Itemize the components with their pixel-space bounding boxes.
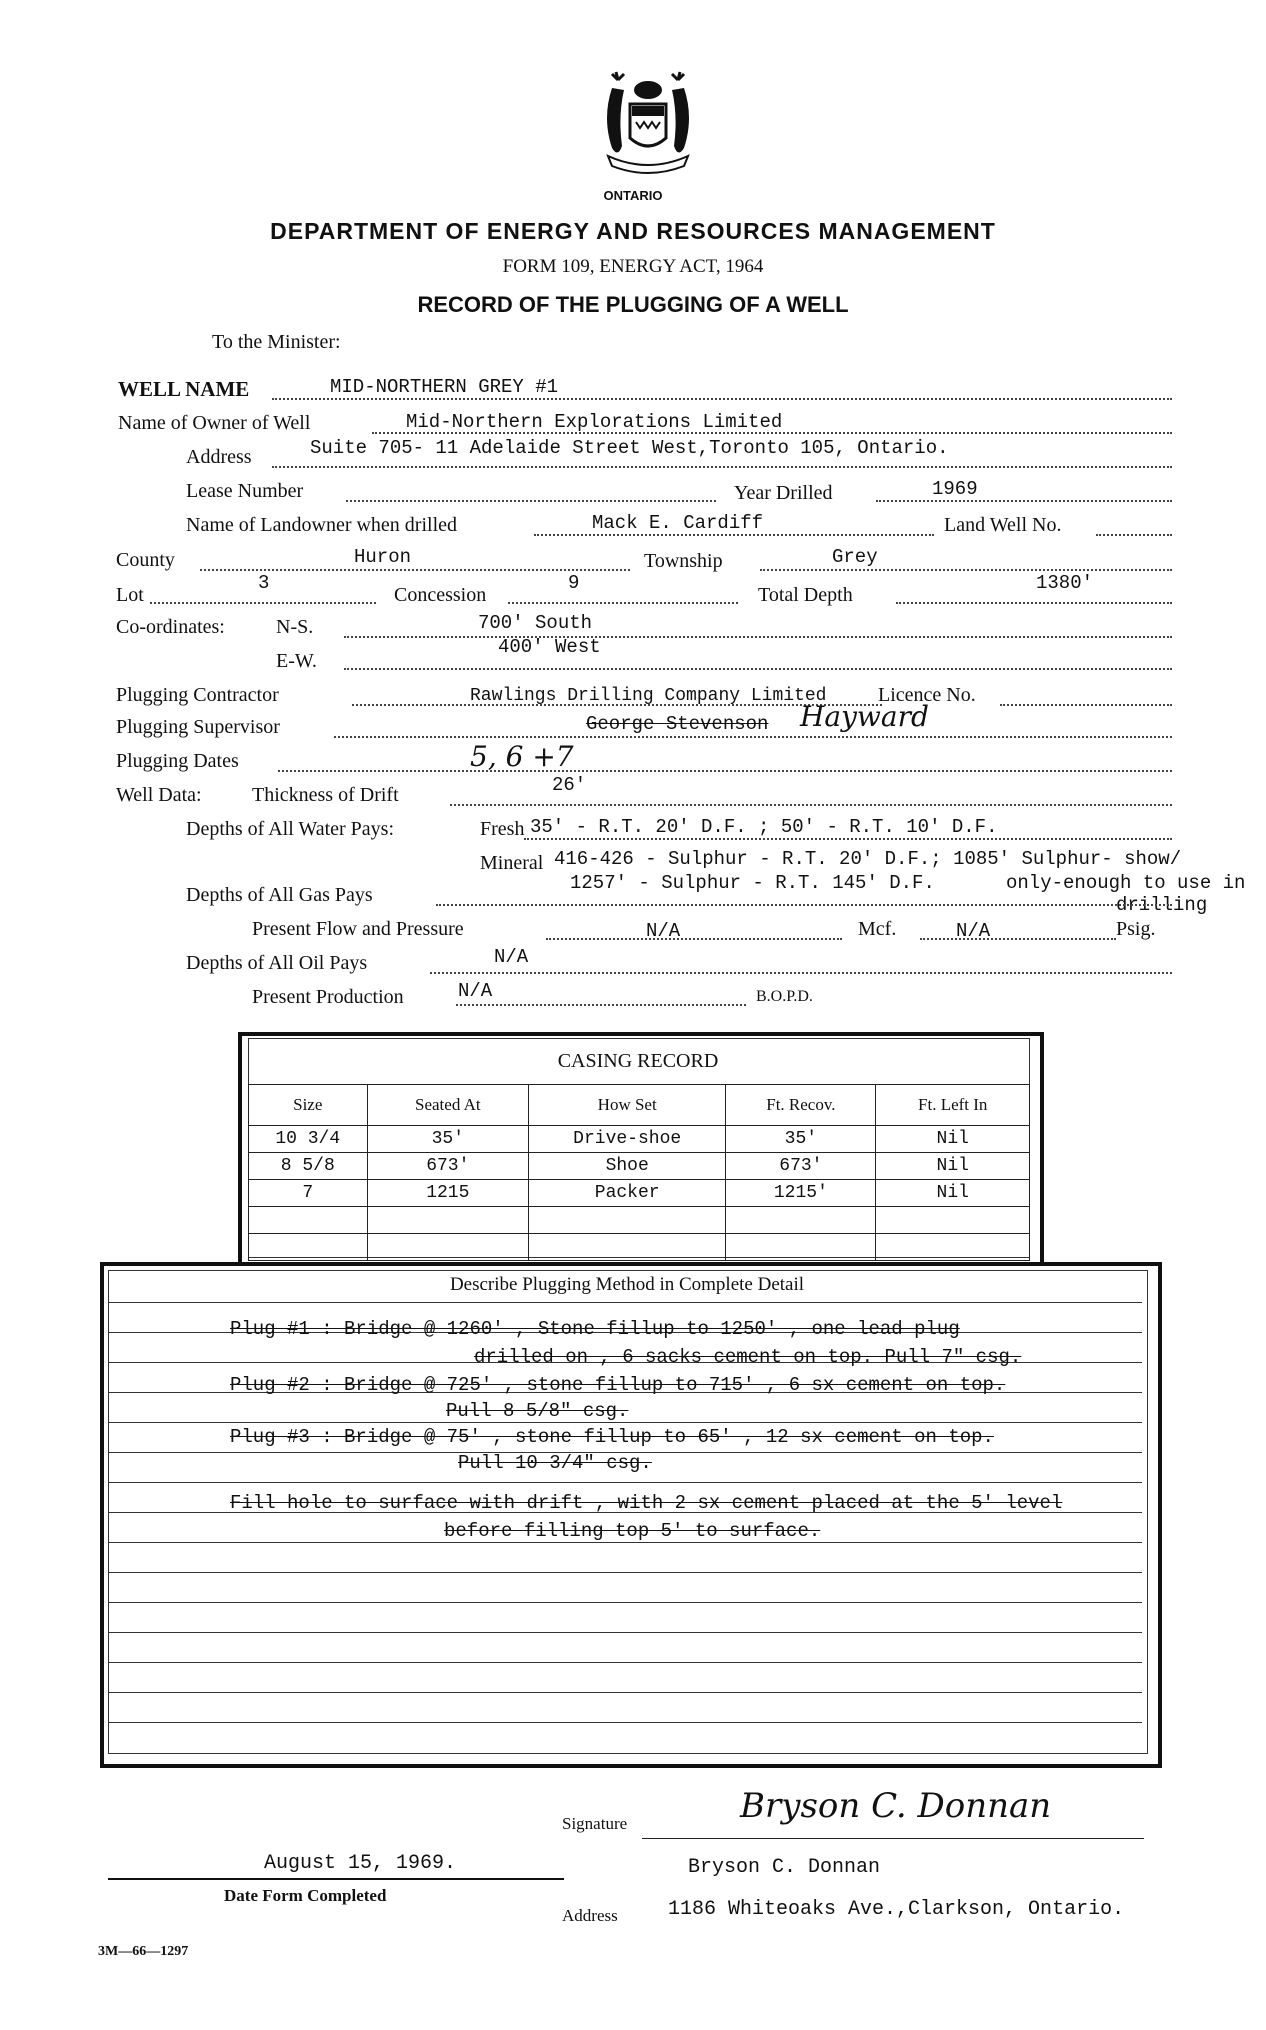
address-value: Suite 705- 11 Adelaide Street West,Toronto 105, Ontario. bbox=[310, 437, 949, 459]
landowner-label: Name of Landowner when drilled bbox=[186, 514, 458, 536]
fresh-label: Fresh bbox=[480, 818, 525, 840]
well-name-dots bbox=[272, 398, 1172, 400]
total-depth-dots bbox=[896, 602, 1172, 604]
gas-pays-dots bbox=[436, 904, 1172, 906]
well-data-label: Well Data: bbox=[116, 784, 202, 806]
table-row bbox=[249, 1207, 1030, 1234]
well-name-value: MID-NORTHERN GREY #1 bbox=[330, 376, 559, 398]
rule bbox=[108, 1302, 1142, 1303]
owner-value: Mid-Northern Explorations Limited bbox=[406, 411, 783, 433]
date-line bbox=[108, 1878, 564, 1880]
department-title: DEPARTMENT OF ENERGY AND RESOURCES MANAGEMENT bbox=[270, 218, 996, 244]
concession-value: 9 bbox=[568, 572, 580, 594]
total-depth-value: 1380' bbox=[1036, 572, 1094, 594]
casing-cell: 673' bbox=[726, 1153, 876, 1180]
owner-label: Name of Owner of Well bbox=[118, 412, 311, 434]
plug-line: Plug #1 : Bridge @ 1260' , Stone fillup to 1250' , one lead plug bbox=[230, 1318, 960, 1340]
licence-dots bbox=[1000, 704, 1172, 706]
supervisor-label: Plugging Supervisor bbox=[116, 716, 280, 738]
plug-line: Pull 8 5/8" csg. bbox=[446, 1400, 629, 1422]
date-completed-value: August 15, 1969. bbox=[264, 1852, 457, 1875]
lease-dots bbox=[346, 500, 716, 502]
ew-dots bbox=[344, 668, 1172, 670]
lot-dots bbox=[150, 602, 376, 604]
rule bbox=[108, 1602, 1142, 1603]
date-completed-label: Date Form Completed bbox=[224, 1886, 387, 1905]
record-title: RECORD OF THE PLUGGING OF A WELL bbox=[417, 292, 849, 317]
fresh-dots bbox=[524, 838, 1172, 840]
mcf-label: Mcf. bbox=[858, 918, 897, 940]
drift-label: Thickness of Drift bbox=[252, 784, 399, 806]
flow-label: Present Flow and Pressure bbox=[252, 918, 464, 940]
landowner-dots bbox=[534, 534, 934, 536]
year-dots bbox=[876, 500, 1172, 502]
flow-dots bbox=[546, 938, 842, 940]
signature-label: Signature bbox=[562, 1814, 628, 1833]
year-label: Year Drilled bbox=[734, 482, 833, 504]
ns-label: N-S. bbox=[276, 616, 314, 638]
plugging-dates-label: Plugging Dates bbox=[116, 750, 239, 772]
casing-cell: 1215' bbox=[726, 1180, 876, 1207]
footer-address-value: 1186 Whiteoaks Ave.,Clarkson, Ontario. bbox=[668, 1898, 1125, 1921]
lease-label: Lease Number bbox=[186, 480, 304, 502]
casing-cell: Drive-shoe bbox=[529, 1126, 726, 1153]
province-label: ONTARIO bbox=[603, 188, 663, 203]
pressure-dots bbox=[920, 938, 1116, 940]
ontario-coat-of-arms bbox=[588, 70, 708, 182]
table-row bbox=[249, 1126, 1030, 1153]
casing-header-how-set: How Set bbox=[529, 1085, 726, 1126]
supervisor-handwritten: Hayward bbox=[800, 700, 929, 733]
total-depth-label: Total Depth bbox=[758, 584, 853, 606]
casing-cell: Shoe bbox=[529, 1153, 726, 1180]
casing-cell: 35' bbox=[367, 1126, 529, 1153]
address-label: Address bbox=[186, 446, 252, 468]
casing-cell: 7 bbox=[249, 1180, 368, 1207]
county-label: County bbox=[116, 549, 175, 571]
township-value: Grey bbox=[832, 546, 878, 568]
footer-address-label: Address bbox=[562, 1906, 618, 1925]
mineral-note-2: drilling bbox=[1116, 894, 1208, 916]
rule bbox=[108, 1542, 1142, 1543]
oil-pays-label: Depths of All Oil Pays bbox=[186, 952, 368, 974]
supervisor-value: George Stevenson bbox=[586, 713, 769, 735]
ew-label: E-W. bbox=[276, 650, 317, 672]
concession-dots bbox=[508, 602, 738, 604]
form-code: 3M—66—1297 bbox=[98, 1944, 189, 1959]
plug-line: Plug #3 : Bridge @ 75' , stone fillup to 65' , 12 sx cement on top. bbox=[230, 1426, 994, 1448]
rule bbox=[108, 1662, 1142, 1663]
signer-name: Bryson C. Donnan bbox=[688, 1856, 881, 1879]
gas-pays-label: Depths of All Gas Pays bbox=[186, 884, 373, 906]
casing-cell: Nil bbox=[876, 1153, 1030, 1180]
lot-value: 3 bbox=[258, 572, 270, 594]
well-name-label: WELL NAME bbox=[118, 377, 250, 401]
rule bbox=[108, 1482, 1142, 1483]
casing-cell: 8 5/8 bbox=[249, 1153, 368, 1180]
plugging-method-title: Describe Plugging Method in Complete Detail bbox=[449, 1274, 805, 1295]
casing-header-seated: Seated At bbox=[367, 1085, 529, 1126]
landowner-value: Mack E. Cardiff bbox=[592, 512, 764, 534]
casing-header-row bbox=[249, 1085, 1030, 1126]
mineral-label: Mineral bbox=[480, 852, 544, 874]
production-value: N/A bbox=[458, 980, 493, 1002]
casing-cell: Packer bbox=[529, 1180, 726, 1207]
signature-line bbox=[642, 1838, 1144, 1839]
bopd-label: B.O.P.D. bbox=[756, 988, 813, 1005]
to-minister: To the Minister: bbox=[212, 331, 341, 353]
production-label: Present Production bbox=[252, 986, 404, 1008]
plug-line: before filling top 5' to surface. bbox=[444, 1520, 821, 1542]
casing-cell: Nil bbox=[876, 1180, 1030, 1207]
plugging-dates-handwritten: 5, 6 +7 bbox=[470, 740, 574, 773]
water-pays-label: Depths of All Water Pays: bbox=[186, 818, 394, 840]
casing-cell: Nil bbox=[876, 1126, 1030, 1153]
township-dots bbox=[760, 569, 1172, 571]
casing-header-left-in: Ft. Left In bbox=[876, 1085, 1030, 1126]
drift-dots bbox=[450, 804, 1172, 806]
casing-record-title: CASING RECORD bbox=[557, 1050, 719, 1072]
licence-label: Licence No. bbox=[878, 684, 976, 706]
rule bbox=[108, 1572, 1142, 1573]
ns-dots bbox=[344, 636, 1172, 638]
casing-cell: 673' bbox=[367, 1153, 529, 1180]
land-well-dots bbox=[1096, 534, 1172, 536]
year-value: 1969 bbox=[932, 478, 978, 500]
casing-cell: 1215 bbox=[367, 1180, 529, 1207]
table-row bbox=[249, 1234, 1030, 1261]
plugging-dates-dots bbox=[278, 770, 1172, 772]
casing-table bbox=[248, 1084, 1030, 1261]
casing-cell: 35' bbox=[726, 1126, 876, 1153]
psig-label: Psig. bbox=[1116, 918, 1156, 940]
ew-value: 400' West bbox=[498, 636, 601, 658]
flow-value: N/A bbox=[646, 920, 681, 942]
plug-line: Pull 10 3/4" csg. bbox=[458, 1452, 652, 1474]
oil-pays-dots bbox=[430, 972, 1172, 974]
land-well-label: Land Well No. bbox=[944, 514, 1062, 536]
rule bbox=[108, 1692, 1142, 1693]
table-row bbox=[249, 1153, 1030, 1180]
supervisor-dots bbox=[334, 736, 1172, 738]
casing-header-size: Size bbox=[249, 1085, 368, 1126]
coordinates-label: Co-ordinates: bbox=[116, 616, 225, 638]
lot-label: Lot bbox=[116, 584, 144, 606]
oil-value: N/A bbox=[494, 946, 529, 968]
casing-header-recov: Ft. Recov. bbox=[726, 1085, 876, 1126]
plug-line: Plug #2 : Bridge @ 725' , stone fillup to 715' , 6 sx cement on top. bbox=[230, 1374, 1006, 1396]
ns-value: 700' South bbox=[478, 612, 593, 634]
signature-handwritten: Bryson C. Donnan bbox=[740, 1786, 1052, 1826]
casing-cell: 10 3/4 bbox=[249, 1126, 368, 1153]
rule bbox=[108, 1632, 1142, 1633]
rule bbox=[108, 1422, 1142, 1423]
county-dots bbox=[200, 569, 630, 571]
township-label: Township bbox=[644, 550, 723, 572]
plug-line: drilled on , 6 sacks cement on top. Pull 7" csg. bbox=[474, 1346, 1022, 1368]
contractor-label: Plugging Contractor bbox=[116, 684, 279, 706]
plug-line: Fill hole to surface with drift , with 2 sx cement placed at the 5' level bbox=[230, 1492, 1063, 1514]
mineral-note-1: only-enough to use in bbox=[1006, 872, 1246, 894]
county-value: Huron bbox=[354, 546, 412, 568]
contractor-value: Rawlings Drilling Company Limited bbox=[470, 686, 827, 706]
concession-label: Concession bbox=[394, 584, 487, 606]
rule bbox=[108, 1722, 1142, 1723]
form-number: FORM 109, ENERGY ACT, 1964 bbox=[502, 256, 764, 277]
mineral-line-1: 416-426 - Sulphur - R.T. 20' D.F.; 1085' Sulphur- show/ bbox=[554, 848, 1182, 870]
table-row bbox=[249, 1180, 1030, 1207]
production-dots bbox=[456, 1004, 746, 1006]
drift-value: 26' bbox=[552, 774, 587, 796]
psig-value: N/A bbox=[956, 920, 991, 942]
mineral-line-2: 1257' - Sulphur - R.T. 145' D.F. bbox=[570, 872, 935, 894]
fresh-value: 35' - R.T. 20' D.F. ; 50' - R.T. 10' D.F. bbox=[530, 816, 998, 838]
address-dots bbox=[272, 466, 1172, 468]
